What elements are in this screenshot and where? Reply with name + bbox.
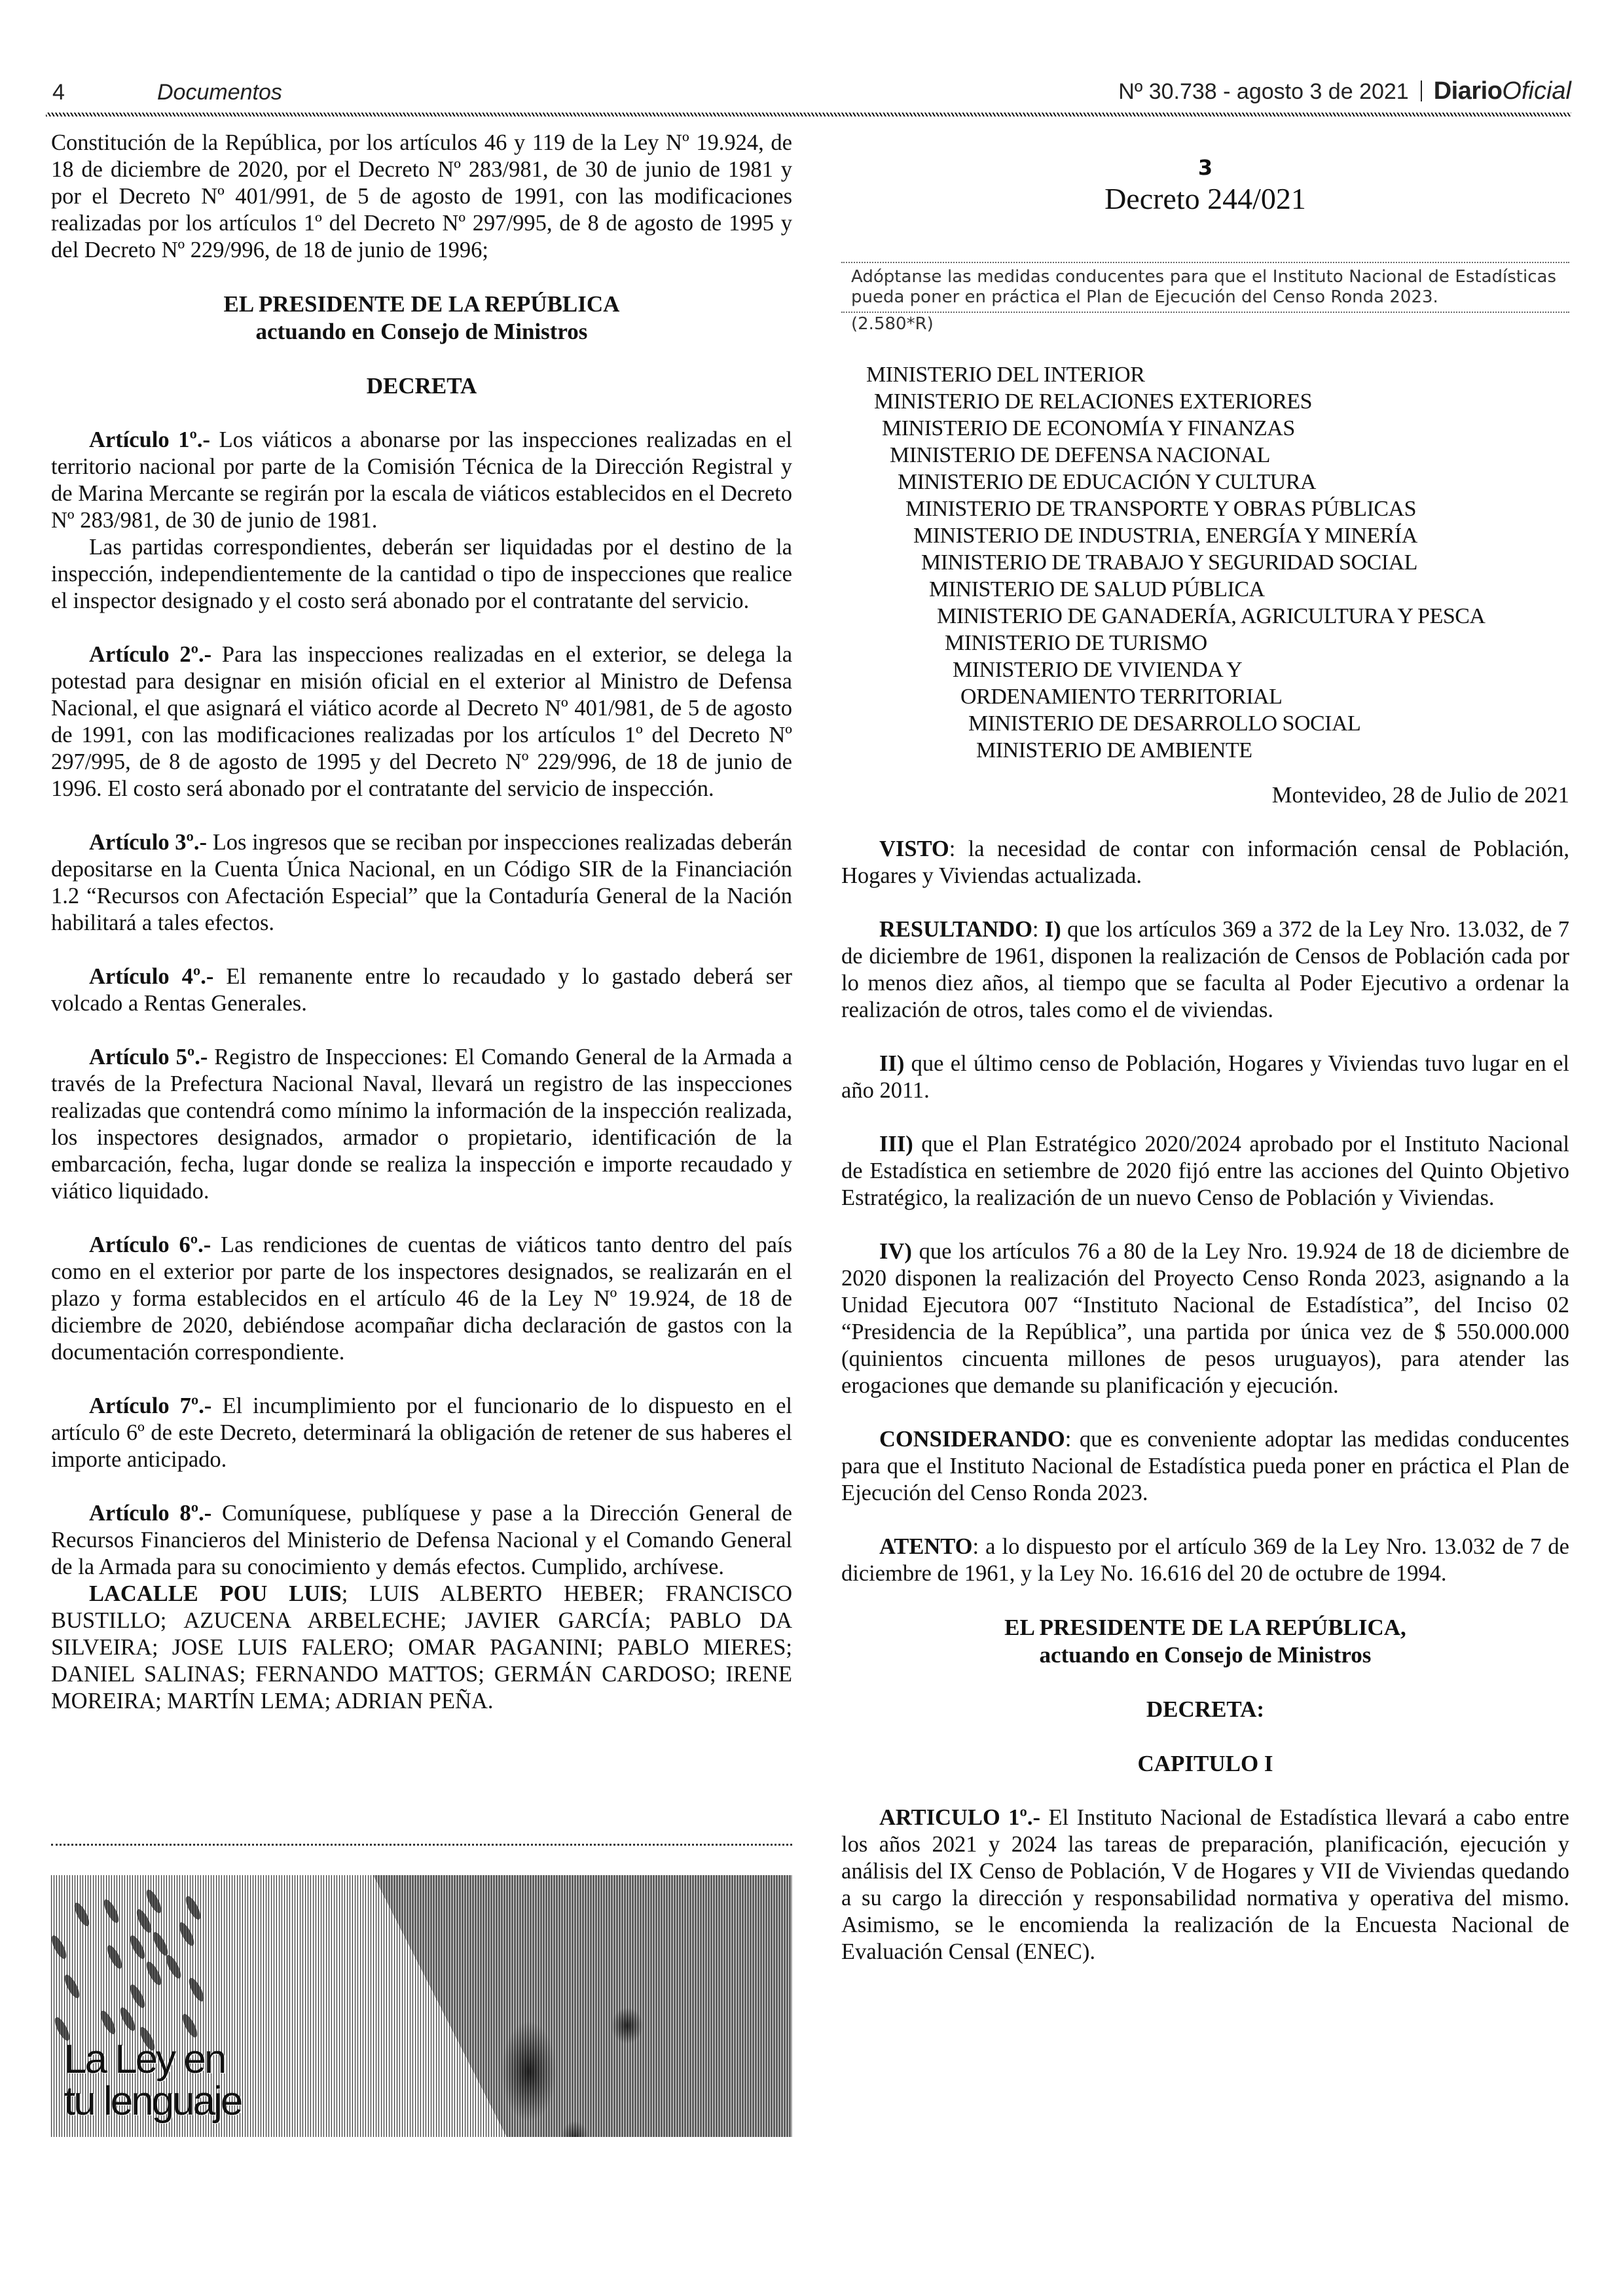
decree-summary: Adóptanse las medidas conducentes para que el Instituto Nacional de Estadísticas pueda poner en práctica el Plan de Ejecución del Censo Ronda 2023. <box>851 267 1556 307</box>
signature-ministers: ; LUIS ALBERTO HEBER; FRANCISCO BUSTILLO; AZUCENA ARBELECHE; JAVIER GARCÍA; PABLO DA SILVEIRA; JOSE LUIS FALERO; OMAR PAGANINI; PABLO MIERES; DANIEL SALINAS; FERNANDO MATTOS; GERMÁN CARDOSO; IRENE MOREIRA; MARTÍN LEMA; ADRIAN PEÑA. <box>51 1581 793 1713</box>
article-6: Artículo 6º.- Las rendiciones de cuentas de viáticos tanto dentro del país como en el exterior por parte de los inspectores designados, se realizarán en el plazo y forma establecidos en el artículo 46 de la Ley Nº 19.924, de 18 de diciembre de 2020, debiéndose acompañar dicha declaración de gastos con la documentación correspondiente. <box>51 1232 793 1365</box>
ad-banner-la-ley-en-tu-lenguaje[interactable] <box>51 1875 792 2137</box>
decree-article-1: ARTICULO 1º.- El Instituto Nacional de Estadística llevará a cabo entre los años 2021 y 2024 las tareas de preparación, planificación, ejecución y análisis del IX Censo de Población, V de Hogares y VII de Viviendas quedando a su cargo la dirección y responsabilidad normativa y operativa del mismo. Asimismo, se le encomienda la realización de la Encuesta Nacional de Evaluación Censal (ENEC). <box>841 1805 1569 1964</box>
ministry-item: MINISTERIO DE DESARROLLO SOCIAL <box>968 711 1361 736</box>
resultando-clause-1: RESULTANDO: I) que los artículos 369 a 372 de la Ley Nro. 13.032, de 7 de diciembre de 1961, disponen la realización de Censos de Población cada por lo menos diez años, al tiempo que se faculta al Poder Ejecutivo a ordenar la realización de otros, tales como el de viviendas. <box>841 917 1569 1022</box>
page-header <box>46 77 1571 111</box>
decorative-shape <box>71 1901 92 1928</box>
decorative-shape <box>143 1960 164 1987</box>
ministry-item: MINISTERIO DE SALUD PÚBLICA <box>929 577 1265 601</box>
article-1-extra: Las partidas correspondientes, deberán ser liquidadas por el destino de la inspección, independientemente de la cantidad o tipo de inspecciones que realice el inspector designado y el costo será abonado por el contratante del servicio. <box>51 535 792 613</box>
article-7: Artículo 7º.- El incumplimiento por el funcionario de lo dispuesto en el artículo 6º de este Decreto, determinará la obligación de retener de sus haberes el importe anticipado. <box>51 1393 792 1472</box>
article-2: Artículo 2º.- Para las inspecciones realizadas en el exterior, se delega la potestad para designar en misión oficial en el exterior al Ministro de Defensa Nacional, el que asignará el viático acorde al Decreto Nº 401/981, de 5 de agosto de 1991, con las modificaciones realizadas por los artículos 1º del Decreto Nº 297/995, de 8 de agosto de 1995 y del Decreto Nº 229/996, de 18 de junio de 1996. El costo será abonado por el contratante del servicio de inspección. <box>51 642 793 801</box>
right-column <box>841 130 1569 1965</box>
article-label: Artículo 5º.- <box>89 1045 208 1069</box>
signature-president: LACALLE POU LUIS <box>89 1581 342 1606</box>
decreta-heading-2: DECRETA: <box>1146 1696 1265 1722</box>
ministry-item: MINISTERIO DE DEFENSA NACIONAL <box>890 443 1270 467</box>
article-3: Artículo 3º.- Los ingresos que se reciban por inspecciones realizadas deberán depositarse en la Cuenta Única Nacional, en un Código SIR de la Financiación 1.2 “Recursos con Afectación Especial” que la Contaduría General de la Nación habilitará a tales efectos. <box>51 830 793 935</box>
decorative-shape <box>62 1973 82 2000</box>
article-label: Artículo 6º.- <box>89 1232 211 1257</box>
ministry-item: MINISTERIO DE VIVIENDA Y <box>953 658 1243 682</box>
header-separator <box>1421 81 1422 101</box>
visto-clause: VISTO: la necesidad de contar con información censal de Población, Hogares y Viviendas actualizada. <box>841 836 1569 888</box>
ministry-item: MINISTERIO DE INDUSTRIA, ENERGÍA Y MINERÍA <box>913 524 1417 548</box>
issue-info <box>1118 77 1571 105</box>
ministry-item: MINISTERIO DE EDUCACIÓN Y CULTURA <box>898 470 1316 494</box>
issue-number-date: Nº 30.738 - agosto 3 de 2021 <box>1118 79 1409 104</box>
decorative-shape <box>127 1982 147 2010</box>
ministry-item: MINISTERIO DE TRANSPORTE Y OBRAS PÚBLICAS <box>905 497 1417 521</box>
decorative-shape <box>143 1888 164 1915</box>
page-number: 4 <box>52 80 65 105</box>
ad-title: La Ley en tu lenguaje <box>64 2037 242 2124</box>
ministry-item: MINISTERIO DE ECONOMÍA Y FINANZAS <box>882 416 1295 440</box>
left-column <box>51 130 792 1715</box>
decorative-shape <box>101 1897 121 1925</box>
article-label: Artículo 3º.- <box>89 830 208 855</box>
council-heading-2: actuando en Consejo de Ministros <box>1039 1642 1372 1668</box>
left-column-end-rule <box>51 1844 792 1846</box>
article-8: Artículo 8º.- Comuníquese, publíquese y pase a la Dirección General de Recursos Financieros del Ministerio de Defensa Nacional y el Comando General de la Armada para su conocimiento y demás efectos. Cumplido, archívese. <box>51 1501 792 1579</box>
ministry-item: MINISTERIO DE RELACIONES EXTERIORES <box>874 389 1313 414</box>
president-heading: EL PRESIDENTE DE LA REPÚBLICA <box>223 291 620 317</box>
ministry-item: MINISTERIO DE AMBIENTE <box>976 738 1252 762</box>
article-label: Artículo 1º.- <box>89 427 210 452</box>
article-label: Artículo 2º.- <box>89 642 212 667</box>
decorative-shape <box>127 1933 147 1961</box>
resultando-clause-4: IV) que los artículos 76 a 80 de la Ley Nro. 19.924 de 18 de diciembre de 2020 disponen la realización del Proyecto Censo Ronda 2023, asignando a la Unidad Ejecutora 007 “Instituto Nacional de Estadística”, del Inciso 02 “Presidencia de la República”, una partida por única vez de $ 550.000.000 (quinientos cincuenta millones de pesos uruguayos), para atender las erogaciones que demande su planificación y ejecución. <box>841 1239 1569 1398</box>
ministry-item: MINISTERIO DE TURISMO <box>945 631 1207 655</box>
president-heading-2: EL PRESIDENTE DE LA REPÚBLICA, <box>1004 1615 1406 1640</box>
decorative-shape <box>176 1920 196 1948</box>
section-title: Documentos <box>157 80 282 105</box>
decorative-shape <box>186 1976 206 2003</box>
council-heading: actuando en Consejo de Ministros <box>255 319 588 344</box>
article-4: Artículo 4º.- El remanente entre lo recaudado y lo gastado deberá ser volcado a Rentas Generales. <box>51 964 792 1016</box>
article-label: Artículo 8º.- <box>89 1501 212 1526</box>
item-number: 3 <box>1197 155 1213 180</box>
ministry-item: ORDENAMIENTO TERRITORIAL <box>960 685 1283 709</box>
ministry-item: MINISTERIO DE TRABAJO Y SEGURIDAD SOCIAL <box>921 550 1417 575</box>
preamble-text: Constitución de la República, por los artículos 46 y 119 de la Ley Nº 19.924, de 18 de diciembre de 2020, por el Decreto Nº 283/981, de 30 de junio de 1981 y por el Decreto Nº 401/991, de 5 de agosto de 1991, con las modificaciones realizadas por los artículos 1º del Decreto Nº 297/995, de 8 de agosto de 1995 y del Decreto Nº 229/996, de 18 de junio de 1996; <box>51 130 792 262</box>
resultando-clause-3: III) que el Plan Estratégico 2020/2024 aprobado por el Instituto Nacional de Estadística en setiembre de 2020 fijó entre las acciones del Quinto Objetivo Estratégico, la realización de un nuevo Censo de Población y Viviendas. <box>841 1132 1569 1210</box>
decorative-shape <box>150 1930 170 1958</box>
header-rule <box>46 113 1571 117</box>
article-5: Artículo 5º.- Registro de Inspecciones: El Comando General de la Armada a través de la Prefectura Nacional Naval, llevará un registro de las inspecciones realizadas que contendrá como mínimo la información de la inspección realizada, los inspectores designados, armador o propietario, identificación de la embarcación, fecha, lugar donde se realiza la inspección e importe recaudado y viático liquidado. <box>51 1045 793 1204</box>
decorative-shape <box>98 2009 118 2036</box>
ministry-item: MINISTERIO DEL INTERIOR <box>866 363 1145 387</box>
decorative-shape <box>179 2012 200 2039</box>
brand-logo-bold: Diario <box>1433 77 1503 105</box>
article-1: Artículo 1º.- Los viáticos a abonarse por las inspecciones realizadas en el territorio nacional por parte de la Comisión Técnica de la Dirección Registral y de Marina Mercante se regirán por la escala de viáticos establecidos en el Decreto Nº 283/981, de 30 de junio de 1981. <box>51 427 792 533</box>
decorative-shape <box>117 2005 137 2033</box>
decorative-shape <box>104 1943 124 1971</box>
place-date: Montevideo, 28 de Julio de 2021 <box>1271 783 1569 808</box>
ministry-item: MINISTERIO DE GANADERÍA, AGRICULTURA Y PESCA <box>937 604 1486 628</box>
considerando-clause: CONSIDERANDO: que es conveniente adoptar las medidas conducentes para que el Instituto Nacional de Estadística pueda poner en práctica el Plan de Ejecución del Censo Ronda 2023. <box>841 1427 1569 1505</box>
chapter-heading: CAPITULO I <box>1137 1751 1273 1776</box>
decreta-heading: DECRETA <box>366 373 477 399</box>
resultando-clause-2: II) que el último censo de Población, Hogares y Viviendas tuvo lugar en el año 2011. <box>841 1051 1569 1103</box>
decorative-shape <box>163 1953 183 1981</box>
decree-reference: (2.580*R) <box>851 314 934 334</box>
decorative-shape <box>183 1894 203 1922</box>
article-label: Artículo 7º.- <box>89 1393 212 1418</box>
atento-clause: ATENTO: a lo dispuesto por el artículo 369 de la Ley Nro. 13.032 de 7 de diciembre de 1961, y la Ley No. 16.616 del 20 de octubre de 1994. <box>841 1534 1569 1586</box>
decorative-shape <box>51 1933 69 1961</box>
ministries-list <box>841 361 1569 764</box>
signatures <box>51 1581 792 1715</box>
decorative-shape <box>134 1907 154 1935</box>
decree-title: Decreto 244/021 <box>1104 182 1306 215</box>
brand-logo-italic: Oficial <box>1502 77 1571 105</box>
article-label: Artículo 4º.- <box>89 964 214 989</box>
